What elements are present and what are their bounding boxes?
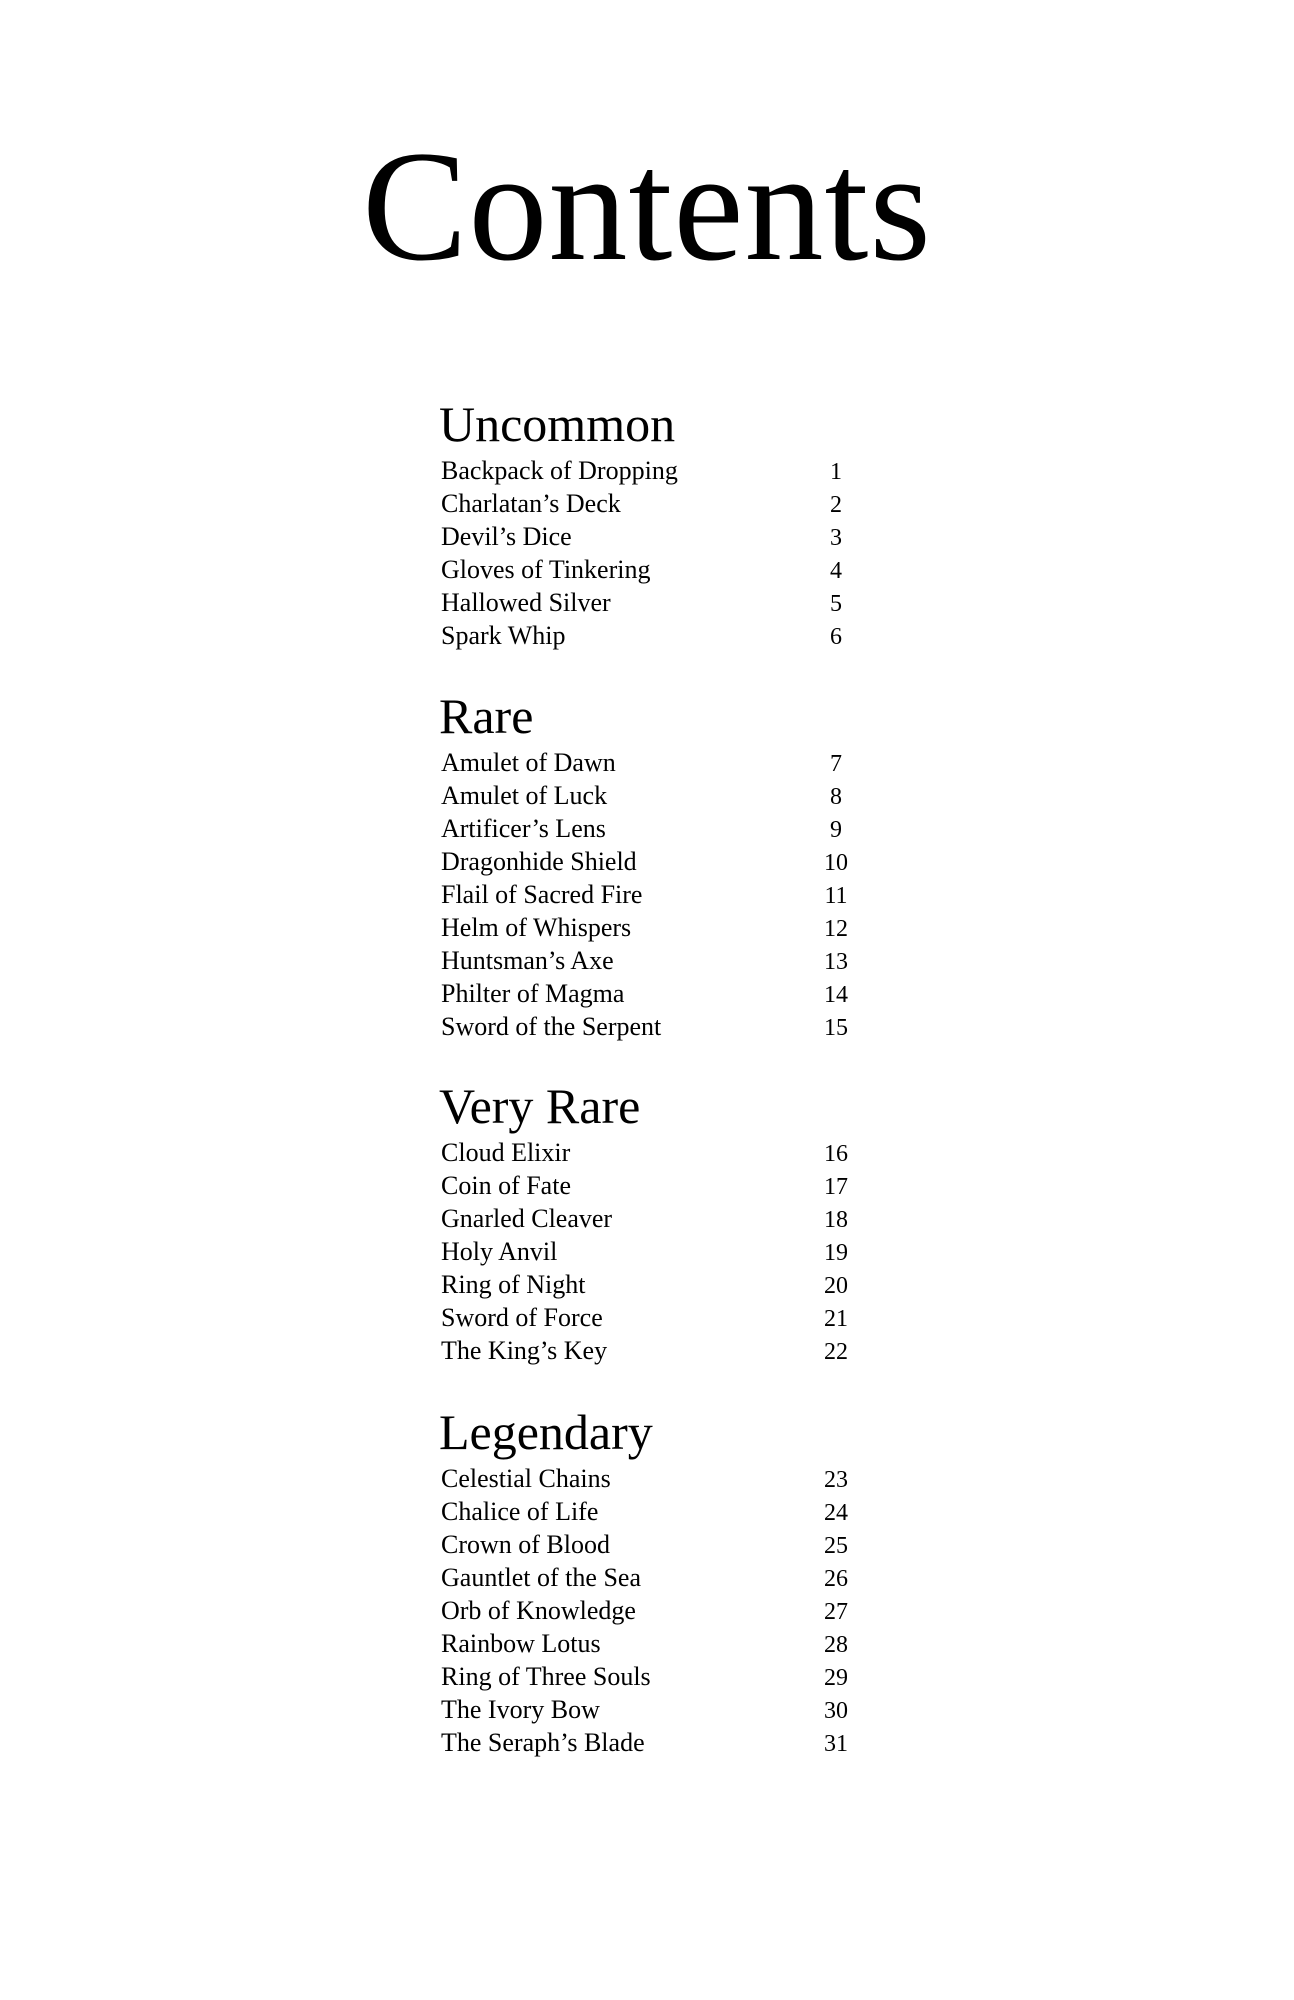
page-number: 8	[830, 784, 842, 810]
page-number: 17	[824, 1174, 848, 1200]
toc-entry[interactable]	[441, 1726, 861, 1759]
entry-title: Gloves of Tinkering	[441, 555, 651, 584]
page-number: 2	[830, 492, 842, 518]
entry-list	[441, 1462, 861, 1759]
page-number: 24	[824, 1500, 848, 1526]
page-title: Contents	[362, 119, 932, 294]
toc-entry[interactable]	[441, 812, 861, 845]
toc-entry[interactable]	[441, 1627, 861, 1660]
entry-list	[441, 1136, 861, 1367]
toc-entry[interactable]	[441, 878, 861, 911]
page-number: 19	[824, 1240, 848, 1266]
toc-entry[interactable]	[441, 779, 861, 812]
entry-title: Sword of the Serpent	[441, 1012, 662, 1041]
entry-title: Devil’s Dice	[441, 522, 572, 551]
entry-title: Huntsman’s Axe	[441, 946, 614, 975]
toc-entry[interactable]	[441, 977, 861, 1010]
toc-entry[interactable]	[441, 1268, 861, 1301]
entry-title: The Seraph’s Blade	[441, 1728, 645, 1757]
entry-title: Hallowed Silver	[441, 588, 611, 617]
page-number: 16	[824, 1141, 848, 1167]
page-number: 30	[824, 1698, 848, 1724]
page-number: 7	[830, 751, 842, 777]
entry-title: Chalice of Life	[441, 1497, 599, 1526]
toc-entry[interactable]	[441, 746, 861, 779]
toc-entry[interactable]	[441, 487, 861, 520]
entry-title: Spark Whip	[441, 621, 566, 650]
entry-title: Holy Anvil	[441, 1237, 558, 1266]
toc-entry[interactable]	[441, 1528, 861, 1561]
page-number: 28	[824, 1632, 848, 1658]
toc-entry[interactable]	[441, 1010, 861, 1043]
page-number: 3	[830, 525, 842, 551]
page-number: 18	[824, 1207, 848, 1233]
entry-list	[441, 746, 861, 1043]
page-number: 27	[824, 1599, 848, 1625]
page-number: 29	[824, 1665, 848, 1691]
page-number: 23	[824, 1467, 848, 1493]
page-number: 9	[830, 817, 842, 843]
entry-title: The King’s Key	[441, 1336, 608, 1365]
toc-entry[interactable]	[441, 1495, 861, 1528]
entry-title: The Ivory Bow	[441, 1695, 600, 1724]
toc-entry[interactable]	[441, 911, 861, 944]
section-heading: Very Rare	[439, 1078, 641, 1134]
page-number: 31	[824, 1731, 848, 1757]
page-number: 4	[830, 558, 842, 584]
page-number: 21	[824, 1306, 848, 1332]
page-number: 5	[830, 591, 842, 617]
entry-title: Flail of Sacred Fire	[441, 880, 643, 909]
toc-entry[interactable]	[441, 1334, 861, 1367]
page-number: 20	[824, 1273, 848, 1299]
toc-entry[interactable]	[441, 1693, 861, 1726]
toc-section-uncommon	[441, 396, 861, 652]
toc-entry[interactable]	[441, 1594, 861, 1627]
toc-entry[interactable]	[441, 1136, 861, 1169]
entry-title: Coin of Fate	[441, 1171, 571, 1200]
entry-title: Helm of Whispers	[441, 913, 632, 942]
page-number: 11	[824, 883, 848, 909]
page-number: 1	[830, 459, 842, 485]
page-number: 14	[824, 982, 848, 1008]
entry-title: Charlatan’s Deck	[441, 489, 621, 518]
entry-title: Backpack of Dropping	[441, 456, 678, 485]
page-number: 13	[824, 949, 848, 975]
toc-entry[interactable]	[441, 1202, 861, 1235]
entry-title: Amulet of Dawn	[441, 748, 616, 777]
entry-title: Dragonhide Shield	[441, 847, 637, 876]
section-heading: Legendary	[439, 1404, 653, 1460]
page-number: 12	[824, 916, 848, 942]
toc-entry[interactable]	[441, 586, 861, 619]
toc-section-rare	[441, 688, 861, 1043]
entry-title: Gnarled Cleaver	[441, 1204, 613, 1233]
entry-title: Sword of Force	[441, 1303, 603, 1332]
entry-title: Crown of Blood	[441, 1530, 610, 1559]
entry-title: Celestial Chains	[441, 1464, 611, 1493]
entry-title: Rainbow Lotus	[441, 1629, 601, 1658]
toc-entry[interactable]	[441, 454, 861, 487]
toc-entry[interactable]	[441, 845, 861, 878]
section-heading: Uncommon	[439, 396, 676, 452]
toc-section-legendary	[441, 1404, 861, 1759]
page-number: 22	[824, 1339, 848, 1365]
toc-entry[interactable]	[441, 553, 861, 586]
entry-title: Cloud Elixir	[441, 1138, 571, 1167]
toc-entry[interactable]	[441, 1660, 861, 1693]
entry-title: Artificer’s Lens	[441, 814, 606, 843]
toc-entry[interactable]	[441, 1462, 861, 1495]
entry-title: Gauntlet of the Sea	[441, 1563, 641, 1592]
toc-entry[interactable]	[441, 1301, 861, 1334]
entry-title: Philter of Magma	[441, 979, 625, 1008]
entry-title: Ring of Night	[441, 1270, 586, 1299]
page-number: 15	[824, 1015, 848, 1041]
toc-entry[interactable]	[441, 520, 861, 553]
section-heading: Rare	[439, 688, 534, 744]
entry-title: Orb of Knowledge	[441, 1596, 636, 1625]
toc-entry[interactable]	[441, 1561, 861, 1594]
entry-title: Ring of Three Souls	[441, 1662, 651, 1691]
toc-entry[interactable]	[441, 1169, 861, 1202]
entry-list	[441, 454, 861, 652]
page-number: 6	[830, 624, 842, 650]
toc-entry[interactable]	[441, 619, 861, 652]
toc-entry[interactable]	[441, 1235, 861, 1268]
page-number: 26	[824, 1566, 848, 1592]
entry-title: Amulet of Luck	[441, 781, 608, 810]
page-number: 25	[824, 1533, 848, 1559]
toc-entry[interactable]	[441, 944, 861, 977]
toc-section-very-rare	[441, 1078, 861, 1367]
page-number: 10	[824, 850, 848, 876]
